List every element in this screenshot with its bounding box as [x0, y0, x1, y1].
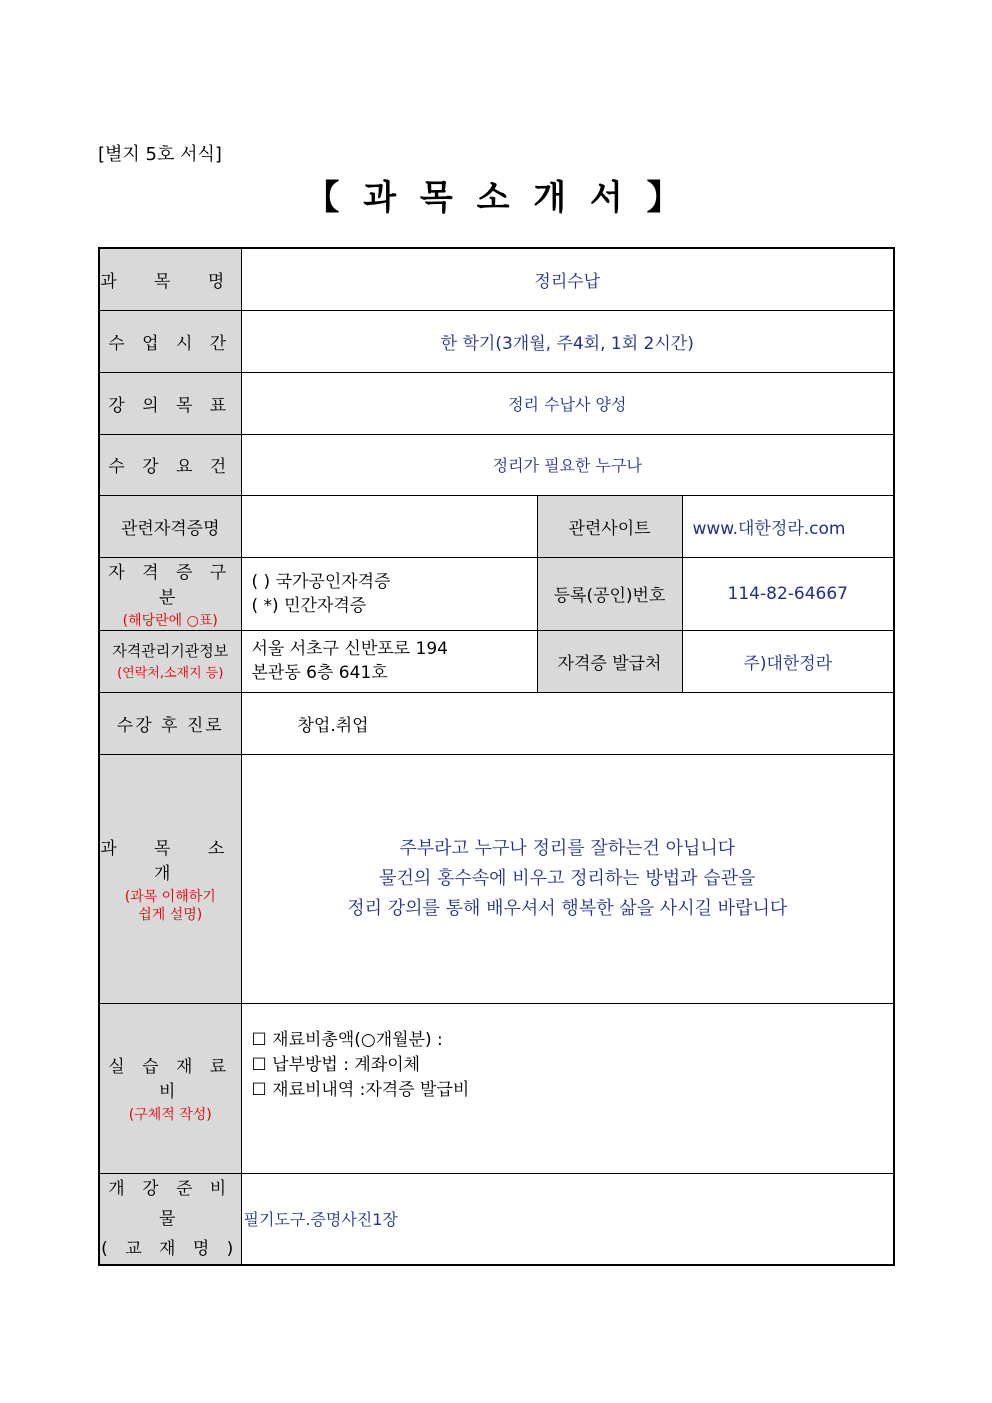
materials-item-total: ☐ 재료비총액(○개월분) :	[251, 1029, 443, 1050]
cert-org-label-cell	[99, 630, 241, 692]
row-cert-type	[99, 557, 894, 630]
subject-name-value: 정리수납	[241, 248, 894, 310]
prep-value: 필기도구.증명사진1장	[241, 1173, 894, 1265]
materials-item-details: ☐ 재료비내역 :자격증 발급비	[251, 1079, 470, 1100]
related-site-value: www.대한정라.com	[682, 495, 894, 557]
lecture-goal-value: 정리 수납사 양성	[241, 372, 894, 434]
related-cert-value	[241, 495, 537, 557]
row-cert-org	[99, 630, 894, 692]
issuer-label: 자격증 발급처	[537, 630, 682, 692]
class-time-value: 한 학기(3개월, 주4회, 1회 2시간)	[241, 310, 894, 372]
intro-line-2: 물건의 홍수속에 비우고 정리하는 방법과 습관을	[379, 867, 756, 889]
materials-note: (구체적 작성)	[128, 1107, 212, 1123]
intro-content	[241, 754, 894, 1003]
reg-number-value: 114-82-64667	[682, 557, 894, 630]
prep-label: 개 강 준 비 물	[108, 1178, 233, 1229]
lecture-goal-label: 강 의 목 표	[99, 372, 241, 434]
cert-org-address	[241, 630, 537, 692]
requirements-label: 수 강 요 건	[99, 434, 241, 495]
cert-org-address-line2: 본관동 6층 641호	[251, 663, 388, 683]
row-lecture-goal	[99, 372, 894, 434]
cert-type-label: 자 격 증 구 분	[108, 562, 233, 608]
class-time-label: 수 업 시 간	[99, 310, 241, 372]
row-materials	[99, 1003, 894, 1173]
prep-label-textbook: ( 교 재 명 )	[101, 1238, 240, 1259]
intro-note-line1: (과목 이해하기	[124, 888, 216, 905]
form-tag: [별지 5호 서식]	[98, 144, 222, 165]
career-value: 창업.취업	[241, 692, 894, 754]
row-requirements	[99, 434, 894, 495]
intro-label: 과 목 소 개	[100, 838, 241, 884]
row-career	[99, 692, 894, 754]
cert-org-note: (연락처,소재지 등)	[117, 665, 224, 681]
intro-line-1: 주부라고 누구나 정리를 잘하는건 아닙니다	[399, 837, 736, 859]
intro-label-cell	[99, 754, 241, 1003]
intro-note-line2: 쉽게 설명)	[138, 906, 203, 923]
row-subject-name	[99, 248, 894, 310]
cert-type-options	[241, 557, 537, 630]
materials-label-cell	[99, 1003, 241, 1173]
career-label: 수강 후 진로	[99, 692, 241, 754]
prep-label-cell	[99, 1173, 241, 1265]
issuer-value: 주)대한정라	[682, 630, 894, 692]
cert-type-note: (해당란에 ○표)	[122, 612, 218, 629]
intro-line-3: 정리 강의를 통해 배우셔서 행복한 삶을 사시길 바랍니다	[347, 897, 788, 919]
cert-org-address-line1: 서울 서초구 신반포로 194	[251, 639, 448, 659]
requirements-value: 정리가 필요한 누구나	[241, 434, 894, 495]
row-class-time	[99, 310, 894, 372]
cert-type-label-cell	[99, 557, 241, 630]
row-intro	[99, 754, 894, 1003]
row-related-cert	[99, 495, 894, 557]
course-intro-form	[98, 247, 895, 1266]
related-site-label: 관련사이트	[537, 495, 682, 557]
subject-name-label: 과 목 명	[99, 248, 241, 310]
cert-org-label: 자격관리기관정보	[112, 641, 229, 660]
related-cert-label: 관련자격증명	[99, 495, 241, 557]
materials-content	[241, 1003, 894, 1173]
row-prep	[99, 1173, 894, 1265]
document-title: 【 과 목 소 개 서 】	[305, 178, 687, 218]
cert-option-national: ( ) 국가공인자격증	[251, 571, 391, 592]
reg-number-label: 등록(공인)번호	[537, 557, 682, 630]
materials-label: 실 습 재 료 비	[108, 1057, 233, 1102]
cert-option-private: ( *) 민간자격증	[251, 595, 367, 616]
materials-item-payment: ☐ 납부방법 : 계좌이체	[251, 1054, 421, 1075]
